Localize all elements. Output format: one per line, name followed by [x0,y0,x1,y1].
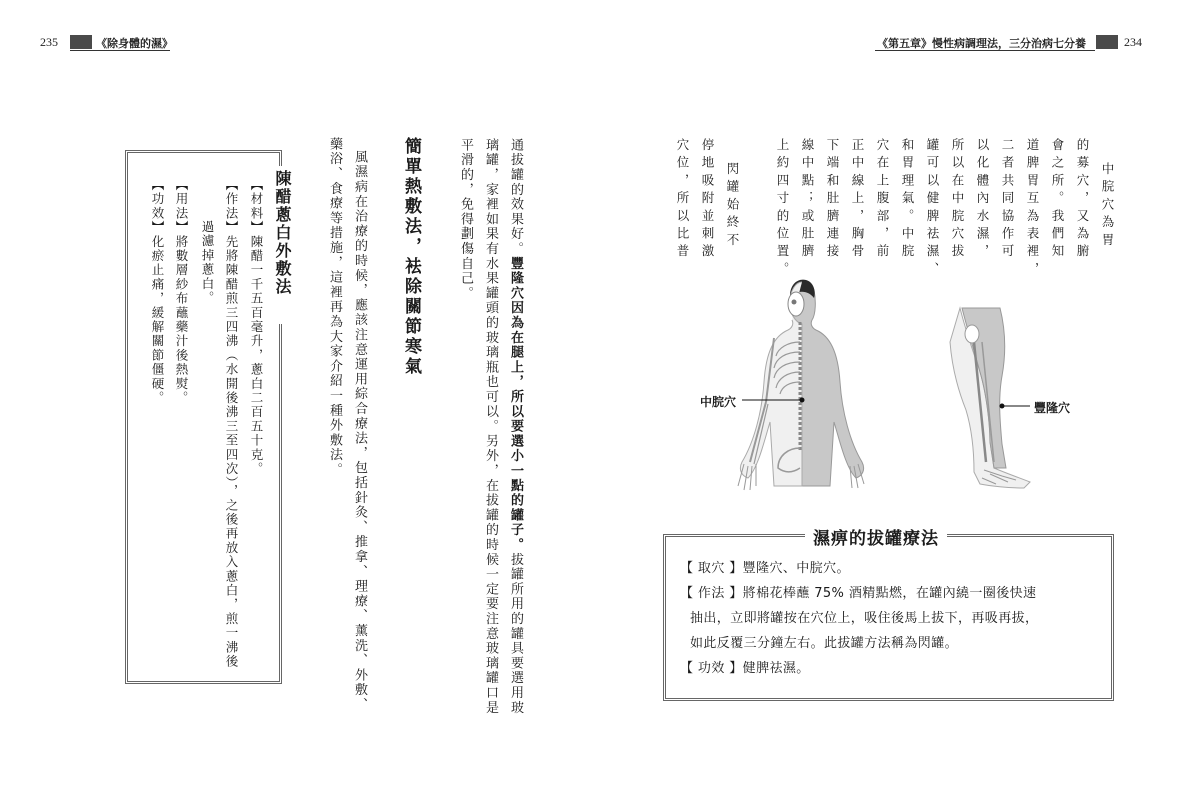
left-top-column-3: 平滑的，免得劃傷自己。 [458,138,473,301]
left-top-text-bold: 豐隆穴因為在腿上，所以要選小一點的罐子。 [508,256,523,553]
lower-column-1: 閃罐始終不 [725,162,740,251]
recipe-line-method: 【作法】先將陳醋煎三四沸（水開後沸三至四次），之後再放入蔥白，煎一沸後 [224,178,239,669]
leg-figure [950,308,1030,488]
section-body-column-2: 藥浴、食療等措施，這裡再為大家介紹一種外敷法。 [327,137,342,478]
left-header-block [70,35,92,49]
treatment-line-method-cont1: 抽出，立即將罐按在穴位上，吸住後馬上拔下，再吸再拔， [690,611,1039,626]
upper-column-11: 正中線上，胸骨 [850,138,865,262]
upper-column-7: 所以在中脘穴拔 [950,138,965,262]
left-top-text-1: 通拔罐的效果好。 [508,138,523,257]
treatment-title-wrap [805,524,947,549]
section-body-column-1: 風濕病在治療的時候，應該注意運用綜合療法，包括針灸、推拿、理療、薰洗、外敷、 [352,150,367,713]
treatment-line-method: 【 作法 】將棉花棒蘸 75% 酒精點燃，在罐內繞一圈後快速 [680,586,1037,601]
right-header-block [1096,35,1118,49]
upper-column-2: 的募穴，又為腑 [1075,138,1090,262]
lower-column-2: 停地吸附並刺激 [700,138,715,262]
upper-column-14: 上約四寸的位置。 [775,138,790,280]
upper-column-13: 線中點；或肚臍 [800,138,815,262]
treatment-line-effect: 【 功效 】健脾祛濕。 [680,661,810,676]
upper-column-5: 二者共同協作可 [1000,138,1015,262]
upper-column-8: 罐可以健脾祛濕、 [925,138,940,280]
recipe-line-effect: 【功效】化瘀止痛，緩解關節僵硬。 [150,178,165,406]
right-running-title: 《第五章》慢性病調理法，三分治病七分養 [877,37,1086,50]
left-top-column-2: 璃罐，家裡如果有水果罐頭的玻璃瓶也可以。另外，在拔罐的時候一定要注意玻璃罐口是 [483,138,498,716]
treatment-title: 濕痹的拔罐療法 [813,529,939,549]
recipe-line-usage: 【用法】將數層紗布蘸藥汁後熱熨。 [174,178,189,406]
treatment-line-points: 【 取穴 】豐隆穴、中脘穴。 [680,561,850,576]
anatomy-figure [690,272,1110,504]
upper-column-9: 和胃理氣。中脘 [900,138,915,262]
upper-column-4: 道脾胃互為表裡， [1025,138,1040,280]
right-header-rule [875,50,1095,51]
lower-column-3: 穴位，所以比普 [675,138,690,262]
upper-column-3: 會之所。我們知 [1050,138,1065,262]
recipe-line-materials: 【材料】陳醋一千五百毫升，蔥白二百五十克。 [249,178,264,477]
left-top-text-tail: 拔罐所用的罐具要選用玻 [508,552,523,716]
section-heading: 簡單熱敷法，袪除關節寒氣 [401,137,421,377]
torso-figure [738,280,864,490]
left-page-number: 235 [40,35,58,49]
upper-column-1: 中脘穴為胃 [1100,162,1115,251]
treatment-line-method-cont2: 如此反覆三分鐘左右。此拔罐方法稱為閃罐。 [690,636,959,651]
left-running-title: 《除身體的濕》 [96,37,173,50]
left-top-column-1 [505,138,525,716]
label-zhongwan: 中脘穴 [700,395,737,409]
upper-column-12: 下端和肚臍連接 [825,138,840,262]
left-header-rule [70,50,170,51]
recipe-line-method-cont: 過濾掉蔥白。 [200,220,215,306]
right-page-number: 234 [1124,35,1142,49]
upper-column-10: 穴在上腹部，前 [875,138,890,262]
recipe-title: 陳醋蔥白外敷法 [273,170,292,296]
label-fenglong: 豐隆穴 [1034,401,1071,415]
upper-column-6: 以化體內水濕， [975,138,990,262]
